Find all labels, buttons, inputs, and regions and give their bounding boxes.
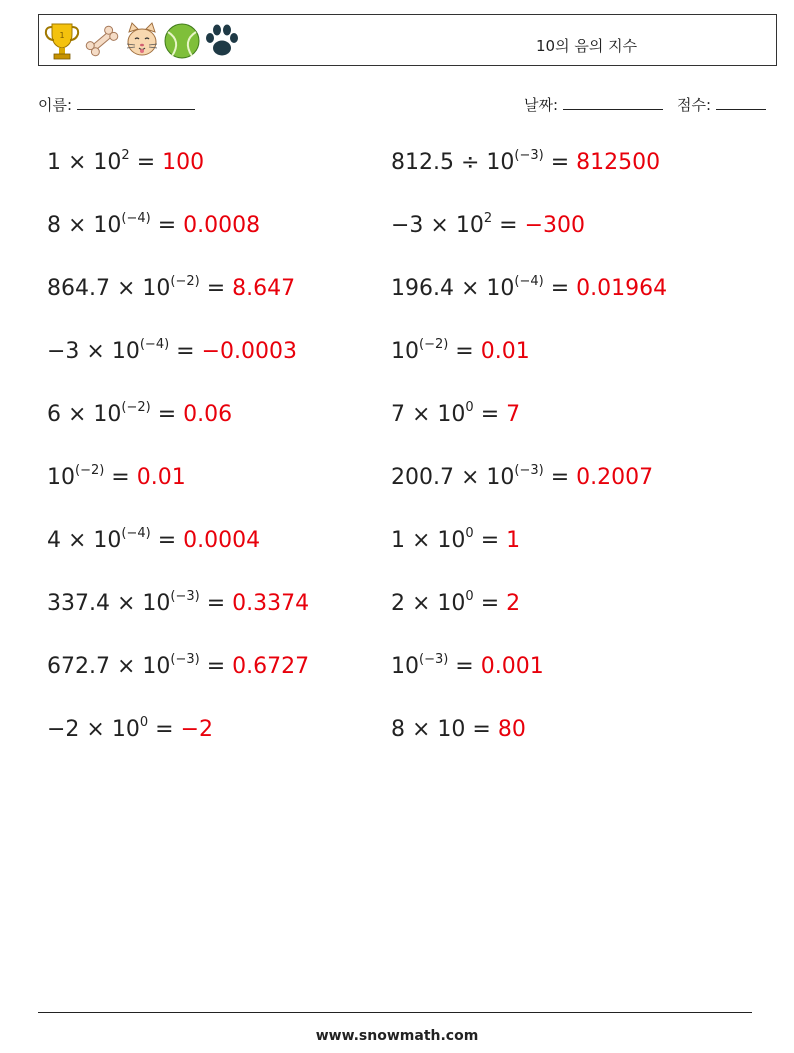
problem-exponent: 2 bbox=[483, 210, 493, 226]
worksheet-title: 10의 음의 지수 bbox=[536, 37, 638, 55]
problem-expression: 864.7 × 10 bbox=[47, 276, 171, 301]
equals-sign: = bbox=[129, 150, 163, 175]
problem-answer: 0.01964 bbox=[576, 276, 668, 301]
equals-sign: = bbox=[543, 150, 577, 175]
equals-sign: = bbox=[473, 402, 507, 427]
problem-expression: 2 × 10 bbox=[391, 591, 466, 616]
problem-answer: 7 bbox=[506, 402, 521, 427]
problem-expression: −3 × 10 bbox=[391, 213, 484, 238]
equals-sign: = bbox=[543, 465, 577, 490]
problem-answer: 8.647 bbox=[232, 276, 296, 301]
score-label: 점수: bbox=[677, 96, 712, 114]
equals-sign: = bbox=[543, 276, 577, 301]
problem-row bbox=[47, 651, 310, 679]
problem-answer: 0.001 bbox=[480, 654, 544, 679]
svg-text:1: 1 bbox=[59, 31, 65, 40]
problem-answer: 812500 bbox=[576, 150, 661, 175]
equals-sign: = bbox=[473, 528, 507, 553]
problem-answer: −0.0003 bbox=[201, 339, 298, 364]
problem-answer: 0.2007 bbox=[576, 465, 654, 490]
equals-sign: = bbox=[465, 717, 498, 742]
problem-answer: 0.0008 bbox=[183, 213, 261, 238]
date-label: 날짜: bbox=[524, 96, 559, 114]
problem-answer: 0.06 bbox=[183, 402, 233, 427]
equals-sign: = bbox=[199, 654, 233, 679]
problem-exponent: (−3) bbox=[170, 651, 200, 667]
problem-expression: 4 × 10 bbox=[47, 528, 122, 553]
problem-row bbox=[391, 147, 661, 175]
problem-row bbox=[47, 147, 205, 175]
footer-divider bbox=[38, 1012, 752, 1013]
equals-sign: = bbox=[448, 339, 481, 364]
problem-expression: 8 × 10 bbox=[47, 213, 122, 238]
problem-row bbox=[391, 717, 526, 742]
date-field bbox=[524, 94, 663, 115]
problem-expression: 6 × 10 bbox=[47, 402, 122, 427]
problem-answer: 80 bbox=[497, 717, 526, 742]
problem-expression: 10 bbox=[47, 465, 75, 490]
bone-icon bbox=[83, 20, 121, 62]
date-blank[interactable] bbox=[563, 95, 663, 110]
equals-sign: = bbox=[104, 465, 137, 490]
problem-expression: 672.7 × 10 bbox=[47, 654, 171, 679]
problem-exponent: 0 bbox=[139, 714, 149, 730]
equals-sign: = bbox=[492, 213, 525, 238]
problem-row bbox=[47, 588, 310, 616]
problem-exponent: 2 bbox=[121, 147, 130, 163]
problem-answer: 0.6727 bbox=[232, 654, 310, 679]
problem-exponent: (−2) bbox=[121, 399, 151, 415]
equals-sign: = bbox=[199, 276, 233, 301]
name-field bbox=[38, 94, 195, 115]
problem-exponent: (−4) bbox=[514, 273, 544, 289]
problem-expression: 1 × 10 bbox=[391, 528, 466, 553]
problem-row bbox=[391, 588, 521, 616]
problem-exponent: (−2) bbox=[419, 336, 449, 352]
problem-expression: 7 × 10 bbox=[391, 402, 466, 427]
problem-row bbox=[47, 273, 296, 301]
score-field bbox=[677, 94, 766, 115]
problem-row bbox=[391, 651, 544, 679]
cat-face-icon bbox=[123, 20, 161, 62]
equals-sign: = bbox=[150, 402, 184, 427]
name-label: 이름: bbox=[38, 96, 73, 114]
equals-sign: = bbox=[150, 528, 184, 553]
problem-exponent: 0 bbox=[465, 399, 474, 415]
problem-exponent: (−3) bbox=[170, 588, 200, 604]
equals-sign: = bbox=[199, 591, 233, 616]
problem-exponent: 0 bbox=[465, 525, 474, 541]
problem-expression: 1 × 10 bbox=[47, 150, 122, 175]
problem-answer: 0.3374 bbox=[232, 591, 310, 616]
problem-row bbox=[391, 462, 654, 490]
problem-row bbox=[47, 462, 186, 490]
problem-exponent: (−4) bbox=[139, 336, 170, 352]
problem-exponent: (−2) bbox=[170, 273, 200, 289]
paw-print-icon bbox=[203, 20, 241, 62]
problem-row bbox=[391, 273, 668, 301]
problem-exponent: (−3) bbox=[419, 651, 449, 667]
footer-url: www.snowmath.com bbox=[315, 1028, 479, 1044]
problem-expression: 200.7 × 10 bbox=[391, 465, 515, 490]
trophy-icon bbox=[43, 20, 81, 62]
problem-exponent: 0 bbox=[465, 588, 474, 604]
problem-row bbox=[47, 336, 298, 364]
equals-sign: = bbox=[150, 213, 184, 238]
problem-row bbox=[391, 525, 521, 553]
equals-sign: = bbox=[448, 654, 481, 679]
equals-sign: = bbox=[148, 717, 181, 742]
header-icons bbox=[43, 20, 241, 62]
problem-expression: −3 × 10 bbox=[47, 339, 140, 364]
problem-exponent: (−4) bbox=[121, 525, 151, 541]
problem-expression: 196.4 × 10 bbox=[391, 276, 515, 301]
problem-row bbox=[391, 399, 521, 427]
problem-expression: −2 × 10 bbox=[47, 717, 140, 742]
problem-expression: 337.4 × 10 bbox=[47, 591, 171, 616]
problem-row bbox=[47, 210, 261, 238]
problem-row bbox=[47, 525, 261, 553]
equals-sign: = bbox=[473, 591, 507, 616]
problem-exponent: (−3) bbox=[514, 462, 544, 478]
worksheet-header bbox=[38, 14, 777, 66]
problem-expression: 10 bbox=[391, 339, 419, 364]
problem-answer: −2 bbox=[180, 717, 213, 742]
problem-expression: 812.5 ÷ 10 bbox=[391, 150, 515, 175]
problem-answer: 100 bbox=[162, 150, 205, 175]
problem-expression: 8 × 10 bbox=[391, 717, 466, 742]
name-blank[interactable] bbox=[77, 95, 195, 110]
problem-exponent: (−4) bbox=[121, 210, 151, 226]
problem-exponent: (−2) bbox=[75, 462, 105, 478]
equals-sign: = bbox=[169, 339, 202, 364]
problem-exponent: (−3) bbox=[514, 147, 544, 163]
problem-answer: 0.01 bbox=[480, 339, 530, 364]
problem-row bbox=[391, 336, 530, 364]
tennis-ball-icon bbox=[163, 20, 201, 62]
problem-row bbox=[47, 399, 233, 427]
problem-row bbox=[391, 210, 585, 238]
problem-expression: 10 bbox=[391, 654, 419, 679]
problem-answer: 1 bbox=[506, 528, 521, 553]
problem-row bbox=[47, 714, 213, 742]
problem-answer: −300 bbox=[524, 213, 585, 238]
problem-answer: 2 bbox=[506, 591, 521, 616]
problem-answer: 0.01 bbox=[136, 465, 186, 490]
score-blank[interactable] bbox=[716, 95, 766, 110]
problem-answer: 0.0004 bbox=[183, 528, 261, 553]
